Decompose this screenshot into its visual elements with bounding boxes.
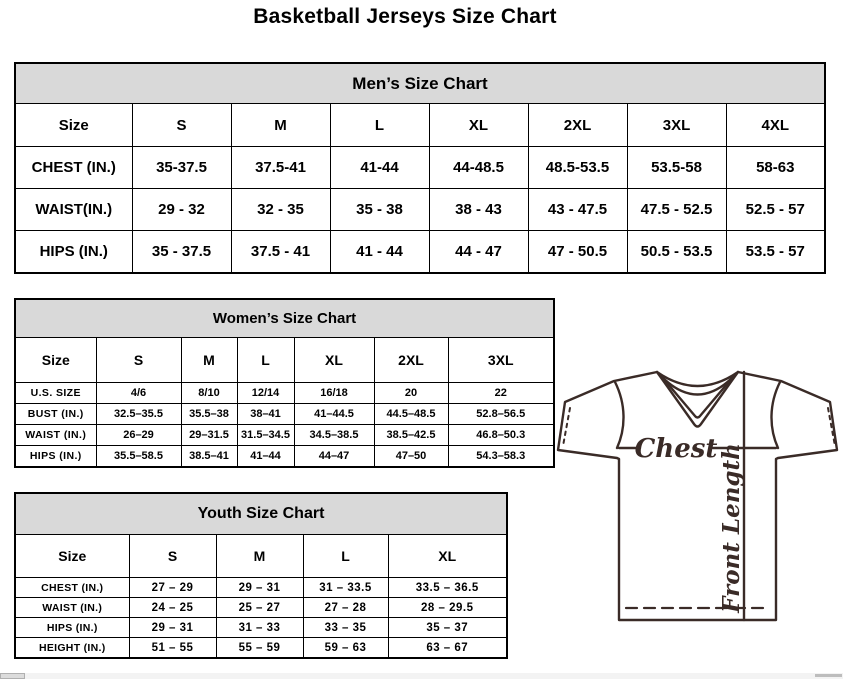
size-value-cell: 44–47 xyxy=(294,446,374,468)
size-value-cell: 59 – 63 xyxy=(303,638,388,659)
table-title-row xyxy=(15,299,554,338)
size-value-cell: 29 – 31 xyxy=(216,578,303,598)
size-value-cell: 28 – 29.5 xyxy=(388,598,507,618)
column-header: M xyxy=(181,338,237,383)
column-header: M xyxy=(216,535,303,578)
size-value-cell: 50.5 - 53.5 xyxy=(627,231,726,274)
row-label: WAIST (IN.) xyxy=(15,598,129,618)
column-header: 2XL xyxy=(374,338,448,383)
row-label: WAIST (IN.) xyxy=(15,425,96,446)
table-title-row xyxy=(15,63,825,104)
row-label: HIPS (IN.) xyxy=(15,446,96,468)
size-value-cell: 33 – 35 xyxy=(303,618,388,638)
column-header: Size xyxy=(15,338,96,383)
size-value-cell: 29–31.5 xyxy=(181,425,237,446)
size-value-cell: 47 - 50.5 xyxy=(528,231,627,274)
column-header-row xyxy=(15,104,825,147)
table-title-row xyxy=(15,493,507,535)
column-header: L xyxy=(237,338,294,383)
size-value-cell: 29 – 31 xyxy=(129,618,216,638)
column-header: L xyxy=(330,104,429,147)
row-label: HIPS (IN.) xyxy=(15,231,132,274)
page-title: Basketball Jerseys Size Chart xyxy=(253,5,557,28)
table-row xyxy=(15,618,507,638)
horizontal-scrollbar[interactable] xyxy=(0,673,843,679)
row-label: BUST (IN.) xyxy=(15,404,96,425)
youth-size-table xyxy=(14,492,508,659)
size-value-cell: 54.3–58.3 xyxy=(448,446,554,468)
table-row xyxy=(15,383,554,404)
size-value-cell: 35 - 37.5 xyxy=(132,231,231,274)
size-value-cell: 47–50 xyxy=(374,446,448,468)
column-header: XL xyxy=(294,338,374,383)
size-value-cell: 38 - 43 xyxy=(429,189,528,231)
size-value-cell: 33.5 – 36.5 xyxy=(388,578,507,598)
size-value-cell: 29 - 32 xyxy=(132,189,231,231)
table-row xyxy=(15,638,507,659)
size-value-cell: 47.5 - 52.5 xyxy=(627,189,726,231)
mens-table-title: Men’s Size Chart xyxy=(15,63,825,104)
armhole-seam-right xyxy=(771,382,780,448)
size-value-cell: 63 – 67 xyxy=(388,638,507,659)
row-label: WAIST(IN.) xyxy=(15,189,132,231)
scrollbar-left-button[interactable] xyxy=(0,673,25,679)
size-value-cell: 31 – 33.5 xyxy=(303,578,388,598)
size-value-cell: 8/10 xyxy=(181,383,237,404)
column-header: Size xyxy=(15,535,129,578)
table-row xyxy=(15,231,825,274)
size-value-cell: 44.5–48.5 xyxy=(374,404,448,425)
size-value-cell: 37.5-41 xyxy=(231,147,330,189)
column-header: L xyxy=(303,535,388,578)
mens-size-table xyxy=(14,62,826,274)
chest-label: Chest xyxy=(634,434,718,464)
jersey-outline xyxy=(558,372,837,620)
jersey-measurement-diagram xyxy=(556,362,842,662)
size-value-cell: 38.5–42.5 xyxy=(374,425,448,446)
size-value-cell: 35-37.5 xyxy=(132,147,231,189)
column-header: XL xyxy=(429,104,528,147)
size-value-cell: 38.5–41 xyxy=(181,446,237,468)
size-value-cell: 46.8–50.3 xyxy=(448,425,554,446)
column-header: S xyxy=(129,535,216,578)
size-value-cell: 35.5–38 xyxy=(181,404,237,425)
size-value-cell: 37.5 - 41 xyxy=(231,231,330,274)
table-row xyxy=(15,147,825,189)
row-label: CHEST (IN.) xyxy=(15,147,132,189)
column-header: 2XL xyxy=(528,104,627,147)
size-value-cell: 35 - 38 xyxy=(330,189,429,231)
column-header-row xyxy=(15,535,507,578)
size-value-cell: 12/14 xyxy=(237,383,294,404)
size-value-cell: 41 - 44 xyxy=(330,231,429,274)
size-value-cell: 22 xyxy=(448,383,554,404)
column-header: XL xyxy=(388,535,507,578)
column-header-row xyxy=(15,338,554,383)
column-header: Size xyxy=(15,104,132,147)
row-label: HIPS (IN.) xyxy=(15,618,129,638)
row-label: HEIGHT (IN.) xyxy=(15,638,129,659)
scrollbar-thumb[interactable] xyxy=(815,674,842,677)
size-value-cell: 31 – 33 xyxy=(216,618,303,638)
size-value-cell: 38–41 xyxy=(237,404,294,425)
size-value-cell: 34.5–38.5 xyxy=(294,425,374,446)
size-value-cell: 32.5–35.5 xyxy=(96,404,181,425)
size-value-cell: 41–44.5 xyxy=(294,404,374,425)
column-header: 3XL xyxy=(627,104,726,147)
table-row xyxy=(15,404,554,425)
size-value-cell: 35 – 37 xyxy=(388,618,507,638)
size-value-cell: 41-44 xyxy=(330,147,429,189)
size-value-cell: 24 – 25 xyxy=(129,598,216,618)
size-value-cell: 51 – 55 xyxy=(129,638,216,659)
column-header: S xyxy=(96,338,181,383)
size-value-cell: 53.5-58 xyxy=(627,147,726,189)
womens-table-title: Women’s Size Chart xyxy=(15,299,554,338)
size-value-cell: 27 – 28 xyxy=(303,598,388,618)
size-value-cell: 31.5–34.5 xyxy=(237,425,294,446)
size-value-cell: 52.8–56.5 xyxy=(448,404,554,425)
table-row xyxy=(15,446,554,468)
table-row xyxy=(15,425,554,446)
front-length-label: Front Length xyxy=(718,443,745,613)
size-value-cell: 53.5 - 57 xyxy=(726,231,825,274)
size-value-cell: 58-63 xyxy=(726,147,825,189)
size-value-cell: 25 – 27 xyxy=(216,598,303,618)
table-row xyxy=(15,189,825,231)
column-header: 4XL xyxy=(726,104,825,147)
row-label: U.S. SIZE xyxy=(15,383,96,404)
column-header: M xyxy=(231,104,330,147)
size-value-cell: 16/18 xyxy=(294,383,374,404)
size-value-cell: 32 - 35 xyxy=(231,189,330,231)
vneck-inner xyxy=(662,377,733,418)
size-value-cell: 35.5–58.5 xyxy=(96,446,181,468)
size-value-cell: 4/6 xyxy=(96,383,181,404)
column-header: S xyxy=(132,104,231,147)
size-value-cell: 43 - 47.5 xyxy=(528,189,627,231)
size-value-cell: 44-48.5 xyxy=(429,147,528,189)
table-row xyxy=(15,578,507,598)
row-label: CHEST (IN.) xyxy=(15,578,129,598)
size-value-cell: 41–44 xyxy=(237,446,294,468)
armhole-seam-left xyxy=(615,382,624,448)
size-value-cell: 44 - 47 xyxy=(429,231,528,274)
column-header: 3XL xyxy=(448,338,554,383)
youth-table-title: Youth Size Chart xyxy=(15,493,507,535)
size-value-cell: 48.5-53.5 xyxy=(528,147,627,189)
size-value-cell: 26–29 xyxy=(96,425,181,446)
table-row xyxy=(15,598,507,618)
size-value-cell: 55 – 59 xyxy=(216,638,303,659)
size-value-cell: 20 xyxy=(374,383,448,404)
womens-size-table xyxy=(14,298,555,468)
size-value-cell: 27 – 29 xyxy=(129,578,216,598)
size-value-cell: 52.5 - 57 xyxy=(726,189,825,231)
